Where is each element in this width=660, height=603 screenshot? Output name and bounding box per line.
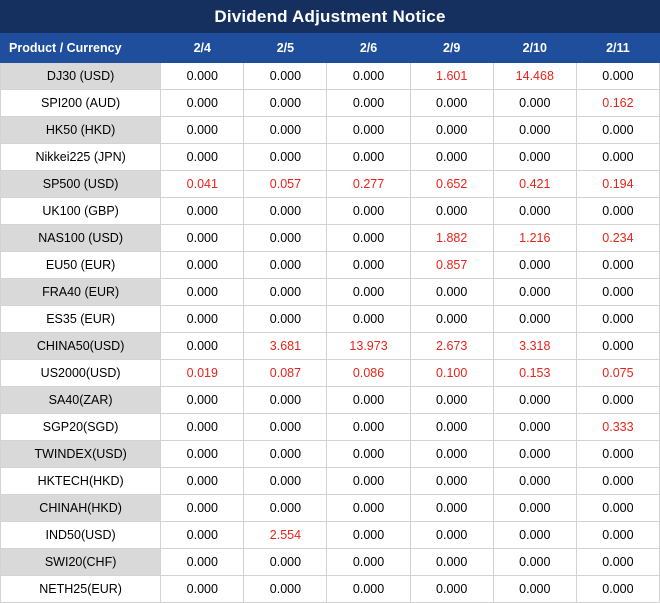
table-row <box>1 171 660 198</box>
dividend-value-cell: 0.075 <box>576 360 659 387</box>
table-row <box>1 63 660 90</box>
dividend-value-cell: 0.000 <box>161 549 244 576</box>
dividend-value-cell: 0.000 <box>576 576 659 603</box>
dividend-table <box>0 33 660 603</box>
dividend-value-cell: 0.057 <box>244 171 327 198</box>
table-row <box>1 549 660 576</box>
dividend-value-cell: 0.000 <box>244 441 327 468</box>
table-row <box>1 279 660 306</box>
dividend-value-cell: 0.000 <box>244 576 327 603</box>
dividend-value-cell: 0.000 <box>576 333 659 360</box>
dividend-value-cell: 0.000 <box>327 90 410 117</box>
dividend-value-cell: 0.000 <box>493 549 576 576</box>
dividend-value-cell: 0.162 <box>576 90 659 117</box>
dividend-value-cell: 2.673 <box>410 333 493 360</box>
dividend-value-cell: 0.000 <box>161 225 244 252</box>
table-row <box>1 90 660 117</box>
dividend-value-cell: 0.000 <box>576 198 659 225</box>
dividend-value-cell: 0.000 <box>161 522 244 549</box>
dividend-value-cell: 0.000 <box>161 117 244 144</box>
dividend-value-cell: 0.000 <box>410 576 493 603</box>
dividend-value-cell: 0.100 <box>410 360 493 387</box>
dividend-value-cell: 0.000 <box>327 117 410 144</box>
dividend-value-cell: 0.000 <box>576 279 659 306</box>
dividend-value-cell: 1.601 <box>410 63 493 90</box>
dividend-value-cell: 0.000 <box>493 522 576 549</box>
dividend-value-cell: 13.973 <box>327 333 410 360</box>
table-body <box>1 63 660 603</box>
row-label: SWI20(CHF) <box>1 549 161 576</box>
dividend-value-cell: 0.000 <box>410 198 493 225</box>
dividend-value-cell: 0.000 <box>410 387 493 414</box>
dividend-value-cell: 0.000 <box>161 468 244 495</box>
dividend-value-cell: 0.087 <box>244 360 327 387</box>
dividend-value-cell: 0.000 <box>327 144 410 171</box>
row-label: SGP20(SGD) <box>1 414 161 441</box>
dividend-value-cell: 0.000 <box>244 279 327 306</box>
table-row <box>1 414 660 441</box>
row-label: EU50 (EUR) <box>1 252 161 279</box>
dividend-value-cell: 1.882 <box>410 225 493 252</box>
table-row <box>1 198 660 225</box>
dividend-value-cell: 14.468 <box>493 63 576 90</box>
table-row <box>1 468 660 495</box>
dividend-value-cell: 0.000 <box>244 225 327 252</box>
dividend-value-cell: 0.000 <box>327 387 410 414</box>
column-header-product: Product / Currency <box>1 34 161 63</box>
row-label: HK50 (HKD) <box>1 117 161 144</box>
row-label: CHINAH(HKD) <box>1 495 161 522</box>
row-label: HKTECH(HKD) <box>1 468 161 495</box>
dividend-value-cell: 0.041 <box>161 171 244 198</box>
table-row <box>1 576 660 603</box>
dividend-value-cell: 0.000 <box>576 441 659 468</box>
dividend-value-cell: 0.000 <box>410 117 493 144</box>
dividend-value-cell: 0.000 <box>327 306 410 333</box>
row-label: NAS100 (USD) <box>1 225 161 252</box>
column-header-date: 2/11 <box>576 34 659 63</box>
dividend-value-cell: 0.000 <box>410 90 493 117</box>
dividend-value-cell: 0.000 <box>493 387 576 414</box>
dividend-value-cell: 0.000 <box>161 441 244 468</box>
dividend-value-cell: 0.000 <box>576 387 659 414</box>
column-header-date: 2/5 <box>244 34 327 63</box>
dividend-value-cell: 0.000 <box>161 90 244 117</box>
table-row <box>1 360 660 387</box>
dividend-value-cell: 0.000 <box>576 63 659 90</box>
table-row <box>1 225 660 252</box>
row-label: IND50(USD) <box>1 522 161 549</box>
table-row <box>1 522 660 549</box>
dividend-value-cell: 0.000 <box>493 252 576 279</box>
dividend-value-cell: 0.000 <box>576 468 659 495</box>
column-header-date: 2/4 <box>161 34 244 63</box>
dividend-value-cell: 0.000 <box>493 441 576 468</box>
dividend-value-cell: 0.000 <box>493 279 576 306</box>
dividend-value-cell: 0.194 <box>576 171 659 198</box>
dividend-value-cell: 0.000 <box>244 252 327 279</box>
row-label: ES35 (EUR) <box>1 306 161 333</box>
dividend-value-cell: 0.000 <box>327 522 410 549</box>
dividend-value-cell: 0.000 <box>493 117 576 144</box>
column-header-date: 2/9 <box>410 34 493 63</box>
dividend-value-cell: 0.857 <box>410 252 493 279</box>
row-label: TWINDEX(USD) <box>1 441 161 468</box>
dividend-value-cell: 0.000 <box>161 306 244 333</box>
dividend-value-cell: 0.000 <box>244 90 327 117</box>
dividend-value-cell: 0.000 <box>410 495 493 522</box>
dividend-value-cell: 0.000 <box>410 522 493 549</box>
row-label: NETH25(EUR) <box>1 576 161 603</box>
dividend-value-cell: 0.000 <box>161 279 244 306</box>
dividend-value-cell: 0.000 <box>161 252 244 279</box>
row-label: Nikkei225 (JPN) <box>1 144 161 171</box>
row-label: FRA40 (EUR) <box>1 279 161 306</box>
dividend-value-cell: 0.000 <box>327 63 410 90</box>
dividend-value-cell: 1.216 <box>493 225 576 252</box>
dividend-value-cell: 0.000 <box>327 441 410 468</box>
dividend-value-cell: 0.000 <box>493 144 576 171</box>
dividend-value-cell: 0.000 <box>410 306 493 333</box>
dividend-value-cell: 0.000 <box>410 144 493 171</box>
dividend-value-cell: 0.000 <box>493 495 576 522</box>
dividend-value-cell: 0.000 <box>576 117 659 144</box>
table-head <box>1 34 660 63</box>
dividend-value-cell: 0.000 <box>244 144 327 171</box>
dividend-value-cell: 0.000 <box>327 495 410 522</box>
table-row <box>1 252 660 279</box>
dividend-value-cell: 0.000 <box>327 576 410 603</box>
dividend-value-cell: 0.000 <box>576 522 659 549</box>
dividend-value-cell: 3.318 <box>493 333 576 360</box>
dividend-value-cell: 0.000 <box>327 198 410 225</box>
dividend-value-cell: 0.000 <box>327 468 410 495</box>
dividend-value-cell: 3.681 <box>244 333 327 360</box>
table-header-row <box>1 34 660 63</box>
dividend-value-cell: 0.000 <box>244 117 327 144</box>
table-row <box>1 387 660 414</box>
row-label: SA40(ZAR) <box>1 387 161 414</box>
dividend-value-cell: 0.000 <box>410 279 493 306</box>
dividend-value-cell: 0.019 <box>161 360 244 387</box>
dividend-value-cell: 0.000 <box>576 495 659 522</box>
dividend-value-cell: 0.000 <box>576 144 659 171</box>
dividend-value-cell: 0.000 <box>244 198 327 225</box>
dividend-value-cell: 0.000 <box>244 495 327 522</box>
dividend-value-cell: 0.000 <box>161 576 244 603</box>
dividend-value-cell: 0.234 <box>576 225 659 252</box>
dividend-value-cell: 0.000 <box>161 198 244 225</box>
dividend-value-cell: 0.000 <box>410 549 493 576</box>
column-header-date: 2/10 <box>493 34 576 63</box>
dividend-value-cell: 0.000 <box>493 414 576 441</box>
dividend-value-cell: 0.333 <box>576 414 659 441</box>
dividend-value-cell: 0.000 <box>161 495 244 522</box>
dividend-value-cell: 0.000 <box>576 252 659 279</box>
dividend-value-cell: 0.000 <box>493 198 576 225</box>
dividend-value-cell: 0.086 <box>327 360 410 387</box>
dividend-value-cell: 0.000 <box>410 414 493 441</box>
dividend-value-cell: 0.000 <box>493 90 576 117</box>
row-label: US2000(USD) <box>1 360 161 387</box>
table-row <box>1 306 660 333</box>
dividend-value-cell: 0.000 <box>576 306 659 333</box>
dividend-value-cell: 0.000 <box>161 333 244 360</box>
table-row <box>1 144 660 171</box>
dividend-value-cell: 0.421 <box>493 171 576 198</box>
dividend-value-cell: 0.000 <box>493 306 576 333</box>
dividend-value-cell: 2.554 <box>244 522 327 549</box>
dividend-value-cell: 0.000 <box>244 63 327 90</box>
row-label: CHINA50(USD) <box>1 333 161 360</box>
dividend-value-cell: 0.000 <box>327 279 410 306</box>
table-row <box>1 333 660 360</box>
dividend-value-cell: 0.000 <box>493 576 576 603</box>
dividend-value-cell: 0.153 <box>493 360 576 387</box>
row-label: SPI200 (AUD) <box>1 90 161 117</box>
dividend-value-cell: 0.000 <box>161 144 244 171</box>
table-row <box>1 495 660 522</box>
dividend-value-cell: 0.000 <box>410 441 493 468</box>
dividend-value-cell: 0.000 <box>327 414 410 441</box>
dividend-value-cell: 0.000 <box>161 387 244 414</box>
dividend-value-cell: 0.277 <box>327 171 410 198</box>
dividend-value-cell: 0.000 <box>161 414 244 441</box>
dividend-value-cell: 0.000 <box>161 63 244 90</box>
dividend-value-cell: 0.000 <box>327 252 410 279</box>
column-header-date: 2/6 <box>327 34 410 63</box>
dividend-value-cell: 0.652 <box>410 171 493 198</box>
dividend-value-cell: 0.000 <box>410 468 493 495</box>
table-row <box>1 441 660 468</box>
row-label: SP500 (USD) <box>1 171 161 198</box>
dividend-value-cell: 0.000 <box>244 414 327 441</box>
dividend-value-cell: 0.000 <box>244 468 327 495</box>
dividend-value-cell: 0.000 <box>244 387 327 414</box>
row-label: DJ30 (USD) <box>1 63 161 90</box>
row-label: UK100 (GBP) <box>1 198 161 225</box>
table-row <box>1 117 660 144</box>
dividend-value-cell: 0.000 <box>244 549 327 576</box>
dividend-value-cell: 0.000 <box>244 306 327 333</box>
dividend-value-cell: 0.000 <box>327 549 410 576</box>
dividend-value-cell: 0.000 <box>576 549 659 576</box>
dividend-value-cell: 0.000 <box>493 468 576 495</box>
dividend-value-cell: 0.000 <box>327 225 410 252</box>
page-title: Dividend Adjustment Notice <box>0 0 660 33</box>
